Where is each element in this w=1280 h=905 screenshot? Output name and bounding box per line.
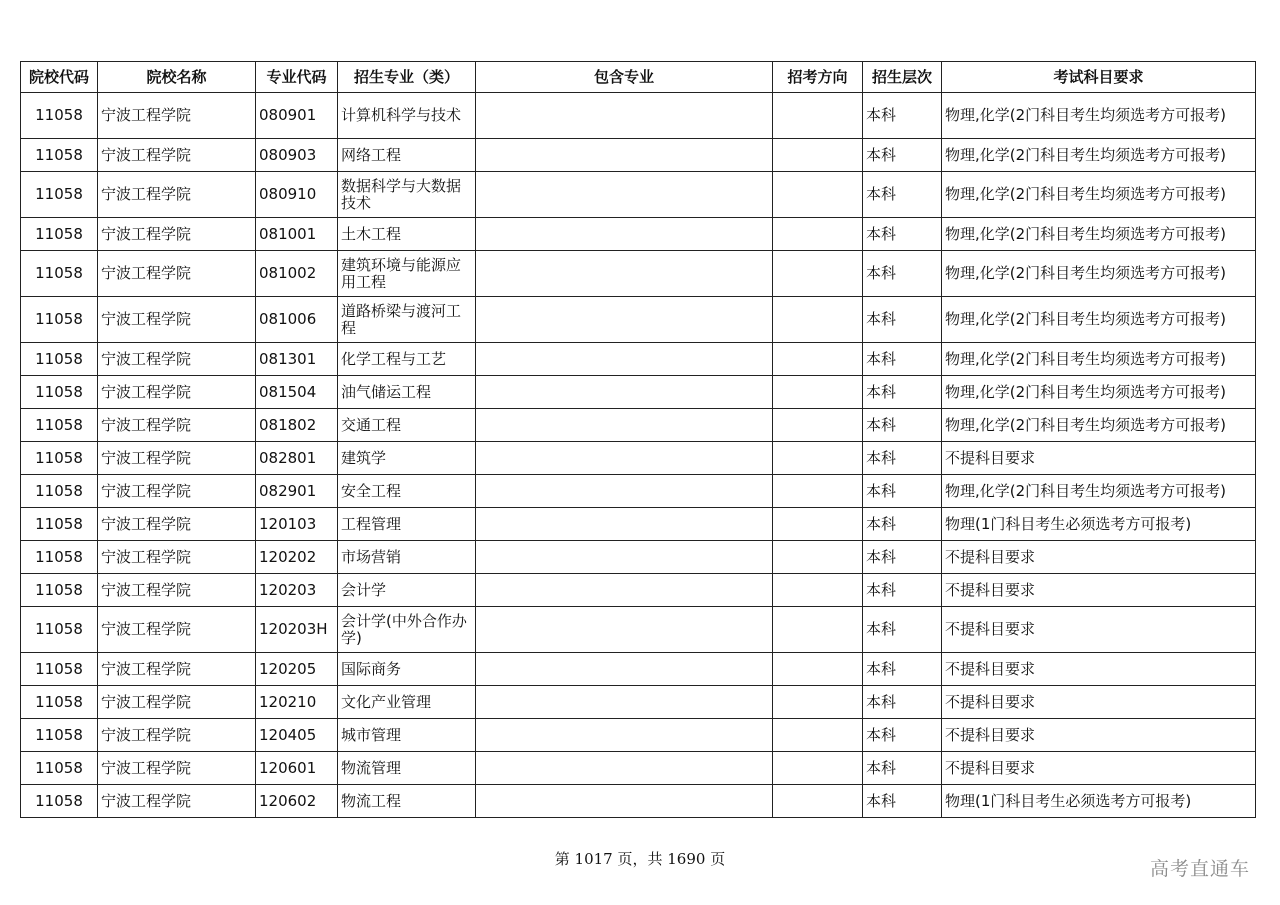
cell-level: 本科 xyxy=(863,508,942,541)
cell-school-code: 11058 xyxy=(21,475,98,508)
header-school-name: 院校名称 xyxy=(98,62,256,93)
cell-requirement: 物理(1门科目考生必须选考方可报考) xyxy=(942,785,1256,818)
cell-level: 本科 xyxy=(863,574,942,607)
cell-school-name: 宁波工程学院 xyxy=(98,574,256,607)
cell-direction xyxy=(773,409,863,442)
table-row xyxy=(21,719,1256,752)
table-row xyxy=(21,653,1256,686)
cell-major-code: 081504 xyxy=(256,376,338,409)
cell-school-code: 11058 xyxy=(21,409,98,442)
cell-included-majors xyxy=(476,719,773,752)
cell-included-majors xyxy=(476,686,773,719)
cell-major-code: 081006 xyxy=(256,297,338,343)
watermark-text: 高考直通车 xyxy=(1149,858,1250,880)
cell-requirement: 不提科目要求 xyxy=(942,607,1256,653)
cell-school-name: 宁波工程学院 xyxy=(98,719,256,752)
cell-major-code: 120602 xyxy=(256,785,338,818)
cell-school-name: 宁波工程学院 xyxy=(98,93,256,139)
cell-school-code: 11058 xyxy=(21,139,98,172)
cell-major-code: 120203H xyxy=(256,607,338,653)
cell-included-majors xyxy=(476,218,773,251)
cell-direction xyxy=(773,251,863,297)
cell-major-code: 120203 xyxy=(256,574,338,607)
table-row xyxy=(21,93,1256,139)
cell-included-majors xyxy=(476,607,773,653)
cell-level: 本科 xyxy=(863,376,942,409)
cell-major-code: 120103 xyxy=(256,508,338,541)
cell-school-code: 11058 xyxy=(21,297,98,343)
table-row xyxy=(21,218,1256,251)
cell-level: 本科 xyxy=(863,139,942,172)
cell-major-code: 081301 xyxy=(256,343,338,376)
cell-included-majors xyxy=(476,139,773,172)
cell-major: 建筑环境与能源应用工程 xyxy=(338,251,476,297)
cell-major-code: 082801 xyxy=(256,442,338,475)
page-number: 第 1017 页，共 1690 页 xyxy=(554,850,726,868)
cell-major: 文化产业管理 xyxy=(338,686,476,719)
cell-major: 建筑学 xyxy=(338,442,476,475)
cell-included-majors xyxy=(476,93,773,139)
cell-major-code: 081002 xyxy=(256,251,338,297)
cell-school-code: 11058 xyxy=(21,442,98,475)
header-school-code: 院校代码 xyxy=(21,62,98,93)
cell-school-code: 11058 xyxy=(21,686,98,719)
cell-level: 本科 xyxy=(863,686,942,719)
cell-school-name: 宁波工程学院 xyxy=(98,541,256,574)
table-body xyxy=(21,93,1256,818)
cell-level: 本科 xyxy=(863,653,942,686)
cell-direction xyxy=(773,574,863,607)
cell-direction xyxy=(773,475,863,508)
header-major-code: 专业代码 xyxy=(256,62,338,93)
cell-direction xyxy=(773,172,863,218)
cell-school-code: 11058 xyxy=(21,376,98,409)
cell-direction xyxy=(773,343,863,376)
cell-major: 会计学 xyxy=(338,574,476,607)
table-row xyxy=(21,475,1256,508)
cell-included-majors xyxy=(476,574,773,607)
header-included-majors: 包含专业 xyxy=(476,62,773,93)
cell-included-majors xyxy=(476,297,773,343)
cell-included-majors xyxy=(476,541,773,574)
cell-school-code: 11058 xyxy=(21,172,98,218)
table-row xyxy=(21,686,1256,719)
cell-school-code: 11058 xyxy=(21,218,98,251)
cell-requirement: 不提科目要求 xyxy=(942,442,1256,475)
cell-major-code: 080910 xyxy=(256,172,338,218)
cell-school-name: 宁波工程学院 xyxy=(98,475,256,508)
cell-major: 油气储运工程 xyxy=(338,376,476,409)
header-requirement: 考试科目要求 xyxy=(942,62,1256,93)
cell-level: 本科 xyxy=(863,607,942,653)
cell-included-majors xyxy=(476,475,773,508)
header-major: 招生专业（类） xyxy=(338,62,476,93)
cell-major: 计算机科学与技术 xyxy=(338,93,476,139)
table-row xyxy=(21,508,1256,541)
cell-level: 本科 xyxy=(863,297,942,343)
cell-direction xyxy=(773,139,863,172)
cell-major: 道路桥梁与渡河工程 xyxy=(338,297,476,343)
cell-school-name: 宁波工程学院 xyxy=(98,508,256,541)
cell-major-code: 080903 xyxy=(256,139,338,172)
cell-school-code: 11058 xyxy=(21,752,98,785)
cell-level: 本科 xyxy=(863,785,942,818)
cell-school-code: 11058 xyxy=(21,343,98,376)
table-row xyxy=(21,752,1256,785)
cell-direction xyxy=(773,686,863,719)
cell-direction xyxy=(773,297,863,343)
cell-direction xyxy=(773,376,863,409)
cell-school-name: 宁波工程学院 xyxy=(98,297,256,343)
cell-level: 本科 xyxy=(863,541,942,574)
cell-major-code: 120405 xyxy=(256,719,338,752)
cell-major: 土木工程 xyxy=(338,218,476,251)
table-row xyxy=(21,607,1256,653)
cell-school-name: 宁波工程学院 xyxy=(98,686,256,719)
cell-school-code: 11058 xyxy=(21,508,98,541)
table-row xyxy=(21,376,1256,409)
cell-requirement: 物理,化学(2门科目考生均须选考方可报考) xyxy=(942,139,1256,172)
cell-school-name: 宁波工程学院 xyxy=(98,251,256,297)
table-row xyxy=(21,343,1256,376)
cell-included-majors xyxy=(476,172,773,218)
cell-level: 本科 xyxy=(863,409,942,442)
header-level: 招生层次 xyxy=(863,62,942,93)
cell-major: 物流管理 xyxy=(338,752,476,785)
cell-direction xyxy=(773,653,863,686)
cell-school-code: 11058 xyxy=(21,607,98,653)
cell-school-name: 宁波工程学院 xyxy=(98,139,256,172)
cell-major: 城市管理 xyxy=(338,719,476,752)
cell-requirement: 不提科目要求 xyxy=(942,719,1256,752)
cell-direction xyxy=(773,607,863,653)
cell-major: 物流工程 xyxy=(338,785,476,818)
cell-school-name: 宁波工程学院 xyxy=(98,409,256,442)
cell-school-name: 宁波工程学院 xyxy=(98,752,256,785)
cell-included-majors xyxy=(476,653,773,686)
cell-major: 工程管理 xyxy=(338,508,476,541)
cell-major: 市场营销 xyxy=(338,541,476,574)
table-row xyxy=(21,139,1256,172)
cell-direction xyxy=(773,752,863,785)
cell-included-majors xyxy=(476,376,773,409)
cell-direction xyxy=(773,785,863,818)
cell-school-name: 宁波工程学院 xyxy=(98,376,256,409)
cell-requirement: 物理,化学(2门科目考生均须选考方可报考) xyxy=(942,297,1256,343)
table-row xyxy=(21,785,1256,818)
cell-level: 本科 xyxy=(863,251,942,297)
cell-requirement: 物理,化学(2门科目考生均须选考方可报考) xyxy=(942,409,1256,442)
cell-major: 交通工程 xyxy=(338,409,476,442)
table-row xyxy=(21,574,1256,607)
cell-major: 国际商务 xyxy=(338,653,476,686)
cell-major: 会计学(中外合作办学) xyxy=(338,607,476,653)
cell-direction xyxy=(773,541,863,574)
cell-direction xyxy=(773,719,863,752)
cell-requirement: 物理,化学(2门科目考生均须选考方可报考) xyxy=(942,218,1256,251)
cell-direction xyxy=(773,93,863,139)
cell-major: 网络工程 xyxy=(338,139,476,172)
cell-major: 数据科学与大数据技术 xyxy=(338,172,476,218)
cell-major-code: 120205 xyxy=(256,653,338,686)
cell-requirement: 物理,化学(2门科目考生均须选考方可报考) xyxy=(942,251,1256,297)
cell-school-name: 宁波工程学院 xyxy=(98,653,256,686)
cell-level: 本科 xyxy=(863,442,942,475)
cell-requirement: 物理,化学(2门科目考生均须选考方可报考) xyxy=(942,343,1256,376)
cell-major-code: 120202 xyxy=(256,541,338,574)
cell-requirement: 不提科目要求 xyxy=(942,686,1256,719)
cell-level: 本科 xyxy=(863,475,942,508)
cell-requirement: 物理,化学(2门科目考生均须选考方可报考) xyxy=(942,93,1256,139)
cell-level: 本科 xyxy=(863,343,942,376)
cell-included-majors xyxy=(476,251,773,297)
cell-school-name: 宁波工程学院 xyxy=(98,218,256,251)
cell-requirement: 物理,化学(2门科目考生均须选考方可报考) xyxy=(942,475,1256,508)
cell-major-code: 081001 xyxy=(256,218,338,251)
cell-included-majors xyxy=(476,409,773,442)
cell-requirement: 不提科目要求 xyxy=(942,574,1256,607)
cell-level: 本科 xyxy=(863,218,942,251)
cell-major-code: 082901 xyxy=(256,475,338,508)
cell-school-name: 宁波工程学院 xyxy=(98,343,256,376)
cell-requirement: 物理,化学(2门科目考生均须选考方可报考) xyxy=(942,172,1256,218)
admissions-table xyxy=(20,61,1256,818)
cell-level: 本科 xyxy=(863,719,942,752)
cell-school-code: 11058 xyxy=(21,251,98,297)
cell-included-majors xyxy=(476,752,773,785)
cell-major-code: 120601 xyxy=(256,752,338,785)
cell-included-majors xyxy=(476,343,773,376)
cell-school-code: 11058 xyxy=(21,541,98,574)
cell-school-code: 11058 xyxy=(21,785,98,818)
cell-direction xyxy=(773,218,863,251)
cell-requirement: 物理,化学(2门科目考生均须选考方可报考) xyxy=(942,376,1256,409)
cell-major-code: 120210 xyxy=(256,686,338,719)
cell-level: 本科 xyxy=(863,172,942,218)
cell-school-code: 11058 xyxy=(21,574,98,607)
cell-included-majors xyxy=(476,508,773,541)
cell-school-code: 11058 xyxy=(21,719,98,752)
header-row xyxy=(21,62,1256,93)
cell-level: 本科 xyxy=(863,752,942,785)
cell-school-name: 宁波工程学院 xyxy=(98,785,256,818)
cell-requirement: 不提科目要求 xyxy=(942,541,1256,574)
cell-school-code: 11058 xyxy=(21,93,98,139)
cell-level: 本科 xyxy=(863,93,942,139)
cell-major: 化学工程与工艺 xyxy=(338,343,476,376)
table-row xyxy=(21,172,1256,218)
cell-included-majors xyxy=(476,442,773,475)
table-row xyxy=(21,409,1256,442)
cell-major-code: 080901 xyxy=(256,93,338,139)
header-direction: 招考方向 xyxy=(773,62,863,93)
cell-school-name: 宁波工程学院 xyxy=(98,607,256,653)
cell-included-majors xyxy=(476,785,773,818)
cell-requirement: 不提科目要求 xyxy=(942,752,1256,785)
cell-direction xyxy=(773,508,863,541)
table-row xyxy=(21,297,1256,343)
cell-school-code: 11058 xyxy=(21,653,98,686)
cell-school-name: 宁波工程学院 xyxy=(98,172,256,218)
table-row xyxy=(21,251,1256,297)
table-row xyxy=(21,442,1256,475)
cell-requirement: 物理(1门科目考生必须选考方可报考) xyxy=(942,508,1256,541)
cell-direction xyxy=(773,442,863,475)
cell-major-code: 081802 xyxy=(256,409,338,442)
cell-requirement: 不提科目要求 xyxy=(942,653,1256,686)
table-row xyxy=(21,541,1256,574)
cell-major: 安全工程 xyxy=(338,475,476,508)
cell-school-name: 宁波工程学院 xyxy=(98,442,256,475)
